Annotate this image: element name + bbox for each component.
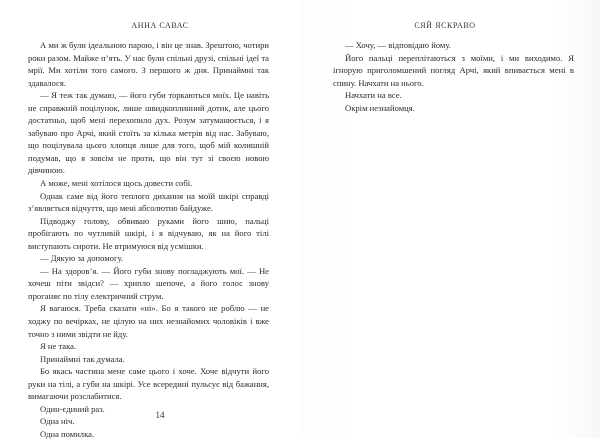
paragraph: Я не така. [40, 341, 77, 352]
paragraph: А ми ж були ідеальною парою, і він це знав. Зрештою, чотири роки разом. Майже п’ять. У нас були спільні друзі, спільні ідеї та мрії. Ми хотіли того самого. З першого ж дня. Принаймні так здавалося. [28, 40, 269, 88]
paragraph: — На здоров’я. — Його губи знову погладжують мої. — Не хочеш піти звідси? — хрипло шепоче, а його голос знову проганяє по тілу електричний струм. [28, 265, 269, 301]
paragraph: — Я теж так думаю, — його губи торкаються моїх. Це навіть не справжній поцілунок, лише швидкоплинний дотик, але цього достатньо, щоб мені перехопило дух. Розум затуманюється, і я забуваю про Арчі, який стоїть за кілька метрів від нас. Забуваю, що поцілувала цього хлопця лише для того, щоб мій колишній подумав, що я зовсім не проти, що він тут зі своєю новою дівчиною. [28, 90, 269, 176]
left-page-text [28, 39, 269, 441]
paragraph: — Хочу, — відповідаю йому. [345, 40, 451, 50]
running-head-title: СЯЙ ЯСКРАВО [414, 21, 476, 30]
paragraph: Одна помилка. [40, 428, 95, 439]
paragraph: А може, мені хотілося щось довести собі. [40, 178, 193, 189]
left-page [0, 0, 300, 438]
paragraph: Одна ніч. [40, 416, 75, 427]
paragraph: Бо якась частина мене саме цього і хоче. Хоче відчути його руки на тілі, а губи на шкірі. Усе всередині пульсує від бажання, вимагаючи розслабитися. [28, 366, 269, 402]
paragraph: Підводжу голову, обвиваю руками його шию, пальці пробігають по чутливій шкірі, і я відчуваю, як на його тілі виступають сироти. Не втримуюся від усмішки. [28, 215, 269, 251]
right-page [300, 0, 600, 438]
running-head-author: АННА САВАС [131, 21, 189, 30]
paragraph: Окрім незнайомця. [345, 102, 415, 113]
paragraph: Його пальці переплітаються з моїми, і ми виходимо. Я ігнорую приголомшений погляд Арчі, який впивається мені в спину. Начхати на нього. [333, 52, 574, 88]
paragraph: Я вагаюся. Треба сказати «ні». Бо я такого не роблю — не ходжу по вечірках, не цілую на них незнайомих чоловіків і вже точно з ними звідти не йду. [28, 303, 269, 339]
paragraph: Один-єдиний раз. [40, 403, 105, 414]
paragraph: — Дякую за допомогу. [40, 253, 124, 264]
right-page-text [333, 39, 574, 114]
paragraph: Принаймні так думала. [40, 353, 125, 364]
paragraph: Однак саме від його теплого дихання на моїй шкірі справді з’являється відчуття, що мені абсолютно байдуже. [28, 190, 269, 214]
page-number: 14 [155, 410, 165, 420]
paragraph: Начхати на все. [345, 90, 402, 101]
